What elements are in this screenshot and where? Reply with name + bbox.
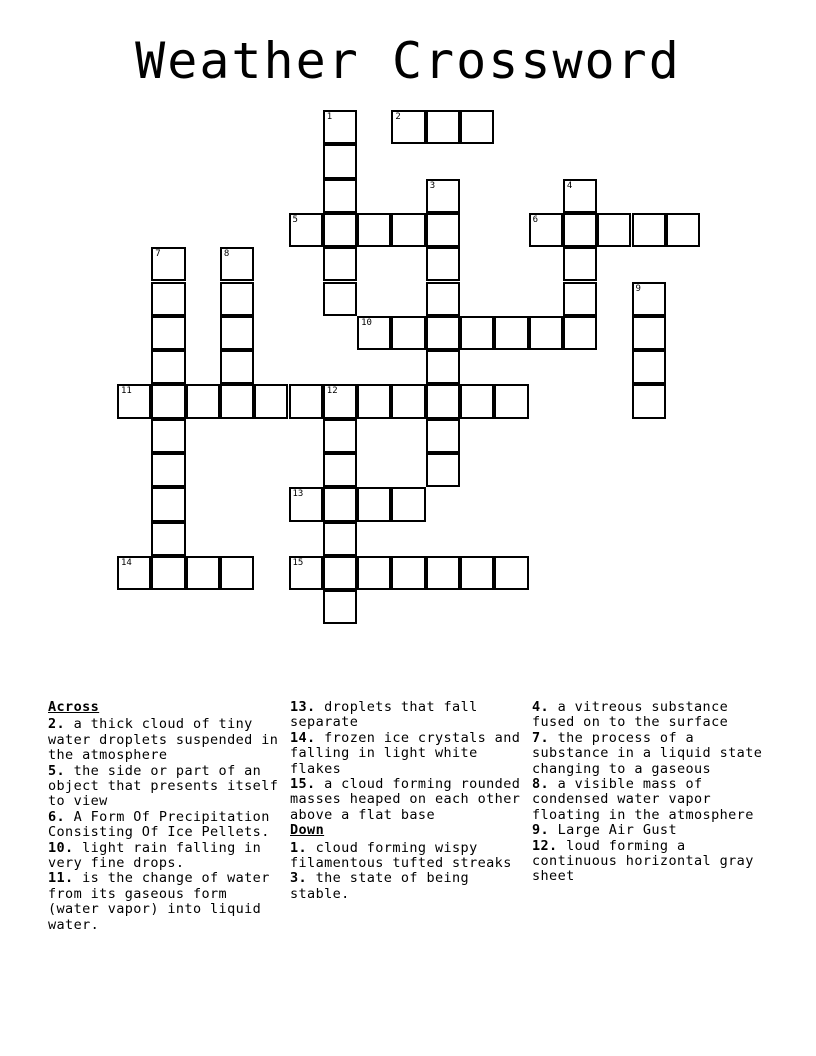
clue-number: 3: [429, 180, 436, 191]
grid-cell[interactable]: [494, 384, 528, 418]
grid-cell[interactable]: [460, 316, 494, 350]
clue-number: 14: [121, 557, 132, 568]
grid-cell[interactable]: [426, 213, 460, 247]
clue-number: 12: [326, 386, 338, 397]
clue-item-number: 11.: [48, 870, 74, 887]
grid-cell[interactable]: [323, 110, 357, 144]
clue-item-number: 6.: [48, 808, 66, 825]
across-clues-continued: [290, 700, 526, 823]
grid-cell[interactable]: [151, 282, 185, 316]
clues-column-2: [290, 700, 526, 902]
grid-cell[interactable]: [323, 384, 357, 418]
grid-cell[interactable]: [323, 522, 357, 556]
grid-cell[interactable]: [529, 316, 563, 350]
grid-cell[interactable]: [186, 384, 220, 418]
grid-cell[interactable]: [323, 179, 357, 213]
clue-item: [532, 700, 768, 731]
grid-cell[interactable]: [151, 556, 185, 590]
clue-number: 5: [292, 214, 298, 225]
grid-cell[interactable]: [323, 590, 357, 624]
grid-cell[interactable]: [426, 110, 460, 144]
clue-item: [48, 841, 284, 872]
across-heading: Across: [48, 699, 100, 715]
grid-cell[interactable]: [426, 316, 460, 350]
page-title: Weather Crossword: [135, 32, 681, 90]
grid-cell[interactable]: [323, 282, 357, 316]
clue-number: 11: [121, 386, 132, 397]
clue-item-number: 9.: [532, 822, 550, 839]
grid-cell[interactable]: [563, 179, 597, 213]
down-heading: Down: [290, 822, 325, 839]
grid-cell[interactable]: [563, 247, 597, 281]
grid-cell[interactable]: [289, 213, 323, 247]
clue-item: [532, 823, 768, 838]
clue-item: [48, 764, 284, 810]
grid-cell[interactable]: [426, 453, 460, 487]
grid-cell[interactable]: [529, 213, 563, 247]
clue-item-text: loud forming a continuous horizontal gray sheet: [532, 837, 754, 885]
clue-item-number: 1.: [290, 839, 308, 856]
grid-cell[interactable]: [357, 556, 391, 590]
clue-number: 9: [635, 283, 641, 294]
grid-cell[interactable]: [666, 213, 700, 247]
clue-item: [290, 777, 526, 823]
grid-cell[interactable]: [186, 556, 220, 590]
clue-number: 1: [326, 112, 333, 122]
clue-item-number: 10.: [48, 839, 74, 856]
grid-cell[interactable]: [563, 282, 597, 316]
grid-cell[interactable]: [426, 350, 460, 384]
clue-item-number: 15.: [290, 776, 316, 793]
grid-cell[interactable]: [323, 247, 357, 281]
clue-item-text: droplets that fall separate: [290, 699, 478, 731]
clue-item: [532, 777, 768, 823]
clue-number: 8: [223, 249, 230, 260]
grid-cell[interactable]: [391, 487, 425, 521]
clue-item-number: 13.: [290, 699, 316, 715]
clue-item-number: 8.: [532, 776, 550, 793]
grid-cell[interactable]: [289, 487, 323, 521]
grid-cell[interactable]: [117, 556, 151, 590]
clue-item: [48, 871, 284, 933]
clue-item-text: is the change of water from its gaseous form (water vapor) into liquid water.: [48, 870, 270, 933]
grid-cell[interactable]: [426, 282, 460, 316]
clue-item-number: 14.: [290, 729, 316, 746]
grid-cell[interactable]: [426, 179, 460, 213]
clue-item: [290, 700, 526, 731]
down-clues-continued: [532, 700, 768, 885]
grid-cell[interactable]: [426, 556, 460, 590]
grid-cell[interactable]: [254, 384, 288, 418]
clue-item-text: A Form Of Precipitation Consisting Of Ice Pellets.: [48, 808, 270, 841]
clue-item: [290, 841, 526, 872]
grid-cell[interactable]: [357, 316, 391, 350]
grid-cell[interactable]: [391, 556, 425, 590]
clue-item: [532, 731, 768, 777]
grid-cell[interactable]: [151, 384, 185, 418]
grid-cell[interactable]: [357, 487, 391, 521]
clue-item-text: Large Air Gust: [549, 822, 677, 839]
clue-number: 15: [292, 557, 304, 568]
clue-item-number: 4.: [532, 699, 550, 715]
grid-cell[interactable]: [357, 213, 391, 247]
clue-item: [290, 871, 526, 902]
clue-item: [48, 810, 284, 841]
clue-item-text: the side or part of an object that presents itself to view: [48, 762, 279, 810]
clue-item-number: 2.: [48, 716, 66, 733]
grid-cell[interactable]: [632, 282, 666, 316]
down-clues: [290, 841, 526, 903]
grid-cell[interactable]: [151, 350, 185, 384]
grid-cell[interactable]: [426, 384, 460, 418]
clue-item: [532, 839, 768, 885]
clue-item-text: a cloud forming rounded masses heaped on each other above a flat base: [290, 776, 521, 823]
grid-cell[interactable]: [220, 247, 254, 281]
grid-cell[interactable]: [460, 384, 494, 418]
grid-cell[interactable]: [151, 316, 185, 350]
grid-cell[interactable]: [323, 487, 357, 521]
grid-cell[interactable]: [323, 419, 357, 453]
grid-cell[interactable]: [426, 419, 460, 453]
grid-cell[interactable]: [220, 384, 254, 418]
grid-cell[interactable]: [151, 487, 185, 521]
clue-number: 13: [292, 489, 304, 500]
grid-cell[interactable]: [220, 350, 254, 384]
grid-cell[interactable]: [220, 316, 254, 350]
grid-cell[interactable]: [632, 213, 666, 247]
grid-cell[interactable]: [632, 316, 666, 350]
clue-item-number: 5.: [48, 762, 66, 779]
grid-cell[interactable]: [323, 556, 357, 590]
clue-number: 4: [566, 180, 573, 191]
grid-cell[interactable]: [597, 213, 631, 247]
across-clues: [48, 717, 284, 933]
clue-item: [48, 717, 284, 763]
grid-cell[interactable]: [117, 384, 151, 418]
grid-cell[interactable]: [151, 453, 185, 487]
grid-cell[interactable]: [426, 247, 460, 281]
grid-cell[interactable]: [391, 213, 425, 247]
grid-cell[interactable]: [357, 384, 391, 418]
grid-cell[interactable]: [494, 556, 528, 590]
grid-cell[interactable]: [289, 556, 323, 590]
grid-cell[interactable]: [220, 556, 254, 590]
clue-item-number: 3.: [290, 870, 308, 887]
grid-cell[interactable]: [151, 247, 185, 281]
grid-cell[interactable]: [494, 316, 528, 350]
clue-item-text: a thick cloud of tiny water droplets suspended in the atmosphere: [48, 716, 279, 764]
grid-cell[interactable]: [460, 110, 494, 144]
clue-item-text: the state of being stable.: [290, 870, 470, 902]
clues-column-1: [48, 700, 284, 933]
grid-cell[interactable]: [563, 316, 597, 350]
grid-cell[interactable]: [391, 384, 425, 418]
clue-item-text: cloud forming wispy filamentous tufted streaks: [290, 839, 512, 872]
grid-cell[interactable]: [632, 384, 666, 418]
clue-item-number: 12.: [532, 837, 558, 854]
grid-cell[interactable]: [151, 419, 185, 453]
grid-cell[interactable]: [323, 453, 357, 487]
grid-cell[interactable]: [151, 522, 185, 556]
clues-column-3: [532, 700, 768, 885]
grid-cell[interactable]: [563, 213, 597, 247]
grid-cell[interactable]: [323, 144, 357, 178]
clue-item-text: the process of a substance in a liquid state changing to a gaseous: [532, 729, 763, 777]
grid-cell[interactable]: [391, 316, 425, 350]
grid-cell[interactable]: [289, 384, 323, 418]
clue-item-text: a visible mass of condensed water vapor floating in the atmosphere: [532, 776, 754, 823]
grid-cell[interactable]: [220, 282, 254, 316]
clue-number: 6: [532, 214, 539, 225]
grid-cell[interactable]: [323, 213, 357, 247]
clue-item: [290, 731, 526, 777]
clue-number: 10: [361, 317, 372, 328]
clue-number: 7: [155, 249, 161, 260]
grid-cell[interactable]: [391, 110, 425, 144]
clue-number: 2: [395, 112, 401, 122]
clue-item-text: frozen ice crystals and falling in light white flakes: [290, 729, 521, 777]
clue-item-text: light rain falling in very fine drops.: [48, 839, 262, 872]
clue-item-text: a vitreous substance fused on to the surface: [532, 699, 729, 731]
clue-item-number: 7.: [532, 729, 550, 746]
grid-cell[interactable]: [632, 350, 666, 384]
grid-cell[interactable]: [460, 556, 494, 590]
